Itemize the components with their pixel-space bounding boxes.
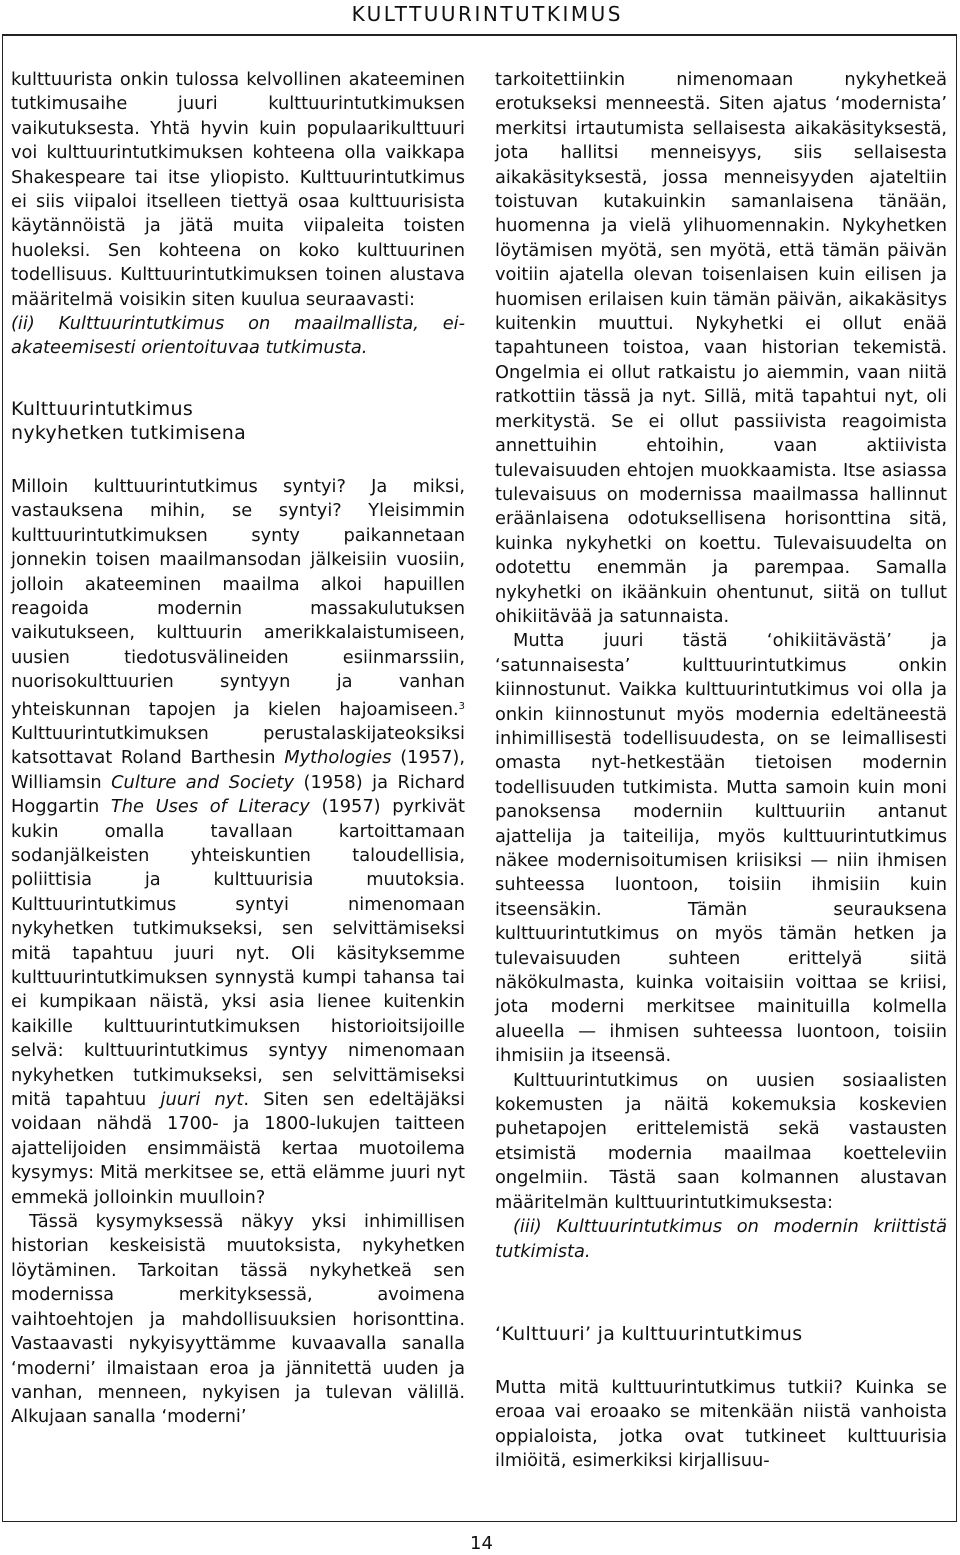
section-heading: ‘Kulttuuri’ ja kulttuurintutkimus [495,1322,803,1345]
paragraph-text: . Siten sen edeltäjäksi voidaan nähdä 1700- ja 1800-lukujen taitteen ajattelijoiden ensimmäistä kertaa muotoilema kysymys: Mitä merkitsee se, että elämme juuri nyt emmekä jolloinkin muulloin? [11,1089,465,1208]
paragraph-text: (1957), Williamsin [11,747,465,793]
paragraph-text: Kulttuurintutkimuksen perustalaskijateoksiksi katsottavat Roland Barthesin [11,722,465,769]
paragraph-text: (1958) ja Richard Hoggartin [11,771,465,818]
paragraph-text: Milloin kulttuurintutkimus syntyi? Ja miksi, vastauksena mihin, se syntyi? Yleisimmin kulttuurintutkimuksen synty paikannetaan jonnekin toisen maailmansodan jälkeisiin vuosiin, jolloin akateeminen maailma alkoi hapuillen reagoida modernin massakulutuksen vaikutukseen, kulttuurin amerikkalaistumiseen, uusien tiedotusvälineiden esiinmarssiin, nuorisokulttuurien syntyyn ja vanhan yhteiskunnan tapojen ja kielen hajoamiseen. [11,475,465,720]
paragraph: kulttuurista onkin tulossa kelvollinen akateeminen tutkimusaihe juuri kulttuurintutkimuksen vaikutuksesta. Yhtä hyvin kuin populaarikulttuuri voi kulttuurintutkimuksen kohteena olla vaikkapa Shakespeare tai itse yliopisto. Kulttuurintutkimus ei siis viipaloi itselleen tiettyä osaa kulttuurisista käytännöistä ja jätä muita viipaleita toisten huoleksi. Sen kohteena on koko kulttuurinen todellisuus. Kulttuurintutkimuksen toinen alustava määritelmä voisikin siten kuulua seuraavasti: [11,69,465,310]
definition-ii: (ii) Kulttuurintutkimus on maailmallista, ei-akateemisesti orientoituvaa tutkimusta. [11,313,465,359]
page-number: 14 [470,1533,493,1554]
paragraph-text: (1957) pyrkivät kukin omalla tavallaan kartoittamaan sodanjälkeisten yhteiskuntien taloudellisia, poliittisia ja kulttuurisia muutoksia. Kulttuurintutkimus syntyi nimenomaan nykyhetken tutkimukseksi, sen selvittämiseksi mitä tapahtuu juuri nyt. Oli käsityksemme kulttuurintutkimuksen synnystä kumpi tahansa tai ei kumpikaan näistä, yksi asia lienee kuitenkin kaikille kulttuurintutkimuksen historioitsijoille selvä: kulttuurintutkimus syntyy nimenomaan nykyhetken tutkimukseksi, sen selvittämiseksi mitä tapahtuu [11,796,465,1111]
paragraph: Mutta mitä kulttuurintutkimus tutkii? Kuinka se eroaa vai eroaako se mitenkään niistä vanhoista oppialoista, jotka ovat tutkineet kulttuurisia ilmiöitä, esimerkiksi kirjallisuu- [495,1376,947,1472]
book-title: Culture and Society [111,771,295,793]
paragraph: tarkoitettiinkin nimenomaan nykyhetkeä erotukseksi menneestä. Siten ajatus ‘modernista’ merkitsi irtautumista sellaisesta aikakäsityksestä, jota hallitsi menneisyys, siis sellaisesta aikakäsityksestä, jossa menneisyyden ajateltiin toistuvan kutakuinkin samanlaisena tänään, huomenna ja vielä ylihuomennakin. Nykyhetken löytämisen myötä, sen myötä, että tämän päivän voitiin ajatella olevan toisenlaisen kuin eilisen ja huomisen erilaisen kuin tämän päivän, aikakäsitys kuitenkin muuttui. Nykyhetki ei ollut enää tapahtuneen toistoa, vaan historian tekemistä. Ongelmia ei ollut ratkaistu jo aiemmin, vaan niitä ratkottiin tässä ja nyt. Sillä, mitä tapahtui nyt, oli merkitystä. Se ei ollut passiivista reagoimista annettuihin ehtoihin, vaan aktiivista tulevaisuuden ehtojen muokkaamista. Itse asiassa tulevaisuus on modernissa maailmassa hallinnut eräänlaisena odotuksellisena horisonttina sitä, kuinka nykyhetki on koettu. Tulevaisuudelta on odotettu enemmän ja parempaa. Samalla nykyhetki on ikäänkuin ohentunut, siitä on tullut ohikiitävää ja satunnaista. [495,69,947,627]
book-title: Mythologies [284,747,392,769]
left-column [11,68,465,1430]
paragraph: Tässä kysymyksessä näkyy yksi inhimillisen historian keskeisistä muutoksista, nykyhetken löytäminen. Tarkoitan tässä nykyhetkeä sen modernissa merkityksessä, avoimena vaihtoehtojen ja mahdollisuuksien horisonttina. Vastaavasti nykyisyyttämme kuvaavalla sanalla ‘moderni’ ilmaistaan eroa ja jännitettä uuden ja vanhan, menneen, nykyisen ja tulevan välillä. Alkujaan sanalla ‘moderni’ [11,1211,465,1428]
heading-line-2: nykyhetken tutkimisena [11,421,247,444]
paragraph: Mutta juuri tästä ‘ohikiitävästä’ ja ‘satunnaisesta’ kulttuurintutkimus onkin kiinnostunut. Vaikka kulttuurintutkimus voi olla ja onkin kiinnostunut myös modernia edeltäneestä inhimillisestä todellisuudesta, on se leimallisesti omasta nyt-hetkestään tietoisen modernin todellisuuden tutkimista. Mutta samoin kuin moni panoksensa moderniin kulttuuriin antanut ajattelija ja taiteilija, myös kulttuurintutkimus näkee modernisoitumisen kriisiksi — niin ihmisen suhteessa luontoon, toisiin ihmisiin kuin itseensäkin. Tämän seurauksena kulttuurintutkimus on myös tämän hetken ja tulevaisuuden suhteen erittelyä siitä näkökulmasta, kuinka voitaisiin voittaa se kriisi, jota moderni merkitsee mainituilla kolmella alueella — ihmisen suhteessa luontoon, toisiin ihmisiin ja itseensä. [495,630,947,1067]
emphasis: juuri nyt [160,1089,244,1111]
paragraph [11,475,465,1210]
heading-line-1: Kulttuurintutkimus [11,397,194,420]
section-heading [11,397,465,445]
paragraph: Kulttuurintutkimus on uusien sosiaalisten kokemusten ja näitä kokemuksia koskevien puhetapojen erittelemistä sekä vastausten etsimistä modernia maailmaa koetteleviin ongelmiin. Tästä saan kolmannen alustavan määritelmän kulttuurintutkimuksesta: [495,1069,947,1213]
book-title: The Uses of Literacy [110,796,310,818]
footnote-marker: 3 [458,700,465,712]
right-column [495,68,947,1474]
running-header: KULTTUURINTUTKIMUS [351,2,623,26]
definition-iii: (iii) Kulttuurintutkimus on modernin kriittistä tutkimista. [495,1216,947,1262]
